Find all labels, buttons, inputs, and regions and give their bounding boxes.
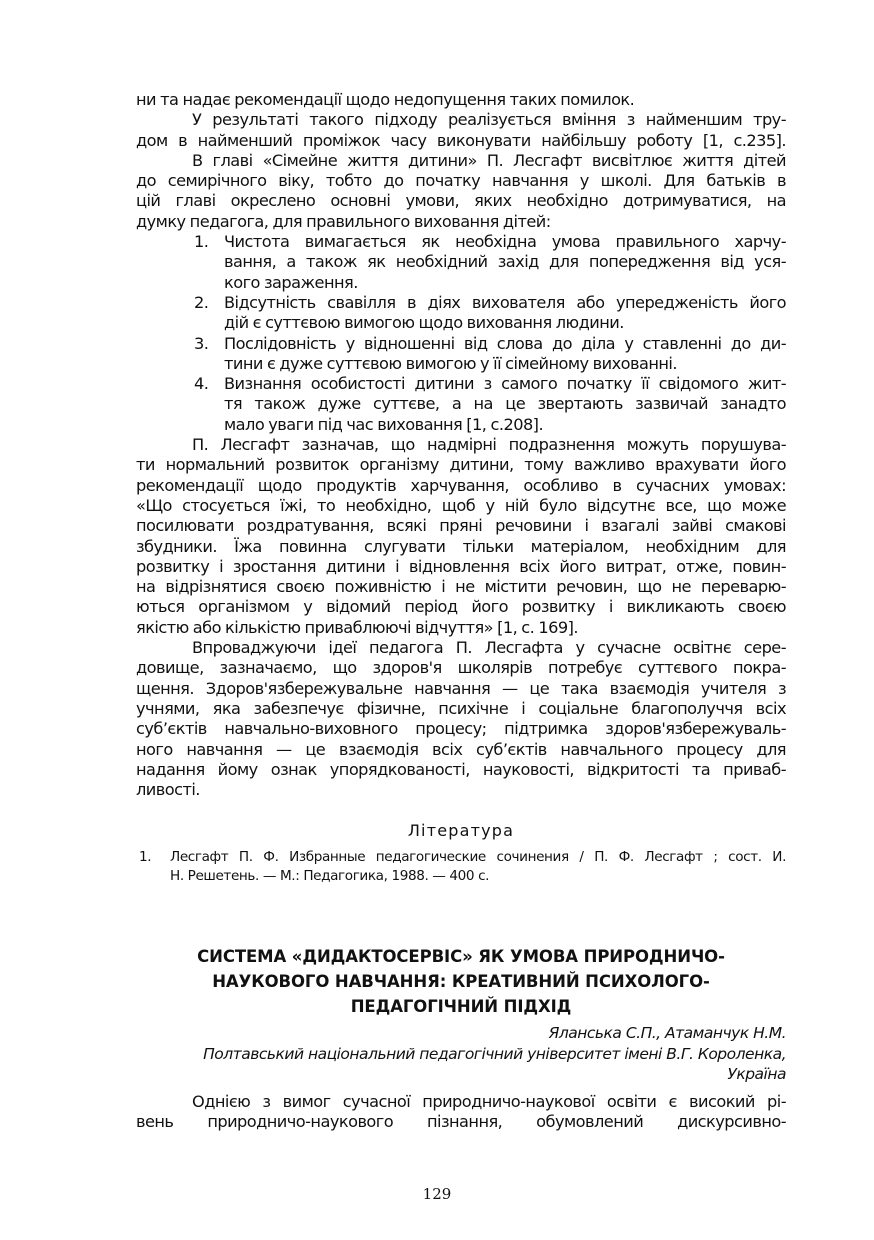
text-line: на відрізнятися своєю поживністю і не містити речовин, що не переварю- — [136, 577, 786, 597]
text-line: довище, зазначаємо, що здоров'я школярів потребує суттєвого покра- — [136, 658, 786, 678]
list-text: Відсутність свавілля в діях вихователя або упередженість його — [224, 292, 786, 312]
list-number: 3. — [194, 333, 209, 353]
list-item — [136, 374, 786, 435]
authors: Яланська С.П., Атаманчук Н.М. — [548, 1024, 786, 1042]
text-line: ються організмом у відомий період його розвитку і викликають своєю — [136, 597, 786, 617]
text-line: учнями, яка забезпечує фізичне, психічне і соціальне благополуччя всіх — [136, 698, 786, 718]
text-line: суб’єктів навчально-виховного процесу; підтримка здоров'язбережуваль- — [136, 719, 786, 739]
list-text: вання, а також як необхідний захід для попередження від уся- — [224, 252, 786, 272]
literature-heading: Література — [407, 821, 515, 840]
list-number: 4. — [194, 374, 209, 394]
paragraph-lesgaft — [136, 435, 786, 638]
text-line: дом в найменший проміжок часу виконувати найбільшу роботу [1, с.235]. — [136, 130, 786, 150]
list-item — [136, 293, 786, 334]
body-text-top — [136, 90, 786, 800]
text-line: ного навчання — це взаємодія всіх суб’єктів навчального процесу для — [136, 739, 786, 759]
affiliation: Полтавський національний педагогічний університет імені В.Г. Короленка, — [203, 1044, 786, 1063]
reference-text: Н. Решетень. — М.: Педагогика, 1988. — 400 с. — [170, 868, 490, 884]
text-line: ни та надає рекомендації щодо недопущення таких помилок. — [136, 90, 635, 109]
text-line: П. Лесгафт зазначав, що надмірні подразнення можуть порушува- — [192, 435, 786, 455]
numbered-list — [136, 232, 786, 435]
text-line: вень природничо-наукового пізнання, обумовлений дискурсивно- — [136, 1112, 786, 1132]
text-line: рекомендації щодо продуктів харчування, особливо в сучасних умовах: — [136, 475, 786, 495]
list-item — [136, 334, 786, 375]
reference-text: Лесгафт П. Ф. Избранные педагогические сочинения / П. Ф. Лесгафт ; сост. И. — [170, 849, 786, 865]
text-line: «Що стосується їжі, то необхідно, щоб у ній було відсутнє все, що може — [136, 495, 786, 515]
list-number: 2. — [194, 292, 209, 312]
article-byline — [203, 1023, 786, 1085]
article-title-line: СИСТЕМА «ДИДАКТОСЕРВІС» ЯК УМОВА ПРИРОДНИЧО- — [197, 947, 725, 966]
text-line: ливості. — [136, 780, 200, 800]
text-line: У результаті такого підходу реалізується вміння з найменшим тру- — [192, 110, 786, 130]
text-line: Впроваджуючи ідеї педагога П. Лесгафта у сучасне освітнє сере- — [192, 638, 786, 658]
text-line: цій главі окреслено основні умови, яких необхідно дотримуватися, на — [136, 191, 786, 211]
paragraph-health — [136, 638, 786, 800]
reference-list — [136, 848, 786, 886]
list-text: кого зараження. — [224, 272, 358, 292]
article-title — [136, 944, 786, 1019]
list-item — [136, 232, 786, 293]
text-line: посилювати роздратування, всякі пряні речовини і взагалі зайві смакові — [136, 516, 786, 536]
text-line: до семирічного віку, тобто до початку навчання у школі. Для батьків в — [136, 171, 786, 191]
text-line: Однією з вимог сучасної природничо-наукової освіти є високий рі- — [192, 1092, 786, 1111]
list-text: Визнання особистості дитини з самого початку її свідомого жит- — [224, 374, 786, 394]
text-line: щення. Здоров'язбережувальне навчання — це така взаємодія учителя з — [136, 678, 786, 698]
text-line: думку педагога, для правильного виховання дітей: — [136, 211, 551, 231]
list-number: 1. — [194, 232, 209, 252]
list-text: дій є суттєвою вимогою щодо виховання людини. — [224, 313, 624, 333]
affiliation-country: Україна — [727, 1065, 786, 1083]
article-title-line: НАУКОВОГО НАВЧАННЯ: КРЕАТИВНИЙ ПСИХОЛОГО- — [212, 972, 710, 991]
list-text: тини є дуже суттєвою вимогою у її сімейному вихованні. — [224, 353, 677, 373]
reference-number: 1. — [139, 849, 152, 865]
text-line: якістю або кількістю приваблюючі відчуття» [1, с. 169]. — [136, 617, 578, 637]
text-line: В главі «Сімейне життя дитини» П. Лесгафт висвітлює життя дітей — [192, 150, 786, 170]
list-text: Чистота вимагається як необхідна умова правильного харчу- — [224, 232, 786, 252]
text-line: збудники. Їжа повинна слугувати тільки матеріалом, необхідним для — [136, 536, 786, 556]
article-title-line: ПЕДАГОГІЧНИЙ ПІДХІД — [350, 997, 572, 1016]
list-text: тя також дуже суттєве, а на це звертають зазвичай занадто — [224, 394, 786, 414]
article-intro — [136, 1092, 786, 1133]
list-text: мало уваги під час виховання [1, с.208]. — [224, 414, 544, 434]
page-number: 129 — [422, 1185, 452, 1203]
list-text: Послідовність у відношенні від слова до діла у ставленні до ди- — [224, 333, 786, 353]
text-line: ти нормальний розвиток організму дитини, тому важливо врахувати його — [136, 455, 786, 475]
text-line: розвитку і зростання дитини і відновлення всіх його витрат, отже, повин- — [136, 556, 786, 576]
text-line: надання йому ознак упорядкованості, науковості, відкритості та приваб- — [136, 759, 786, 779]
